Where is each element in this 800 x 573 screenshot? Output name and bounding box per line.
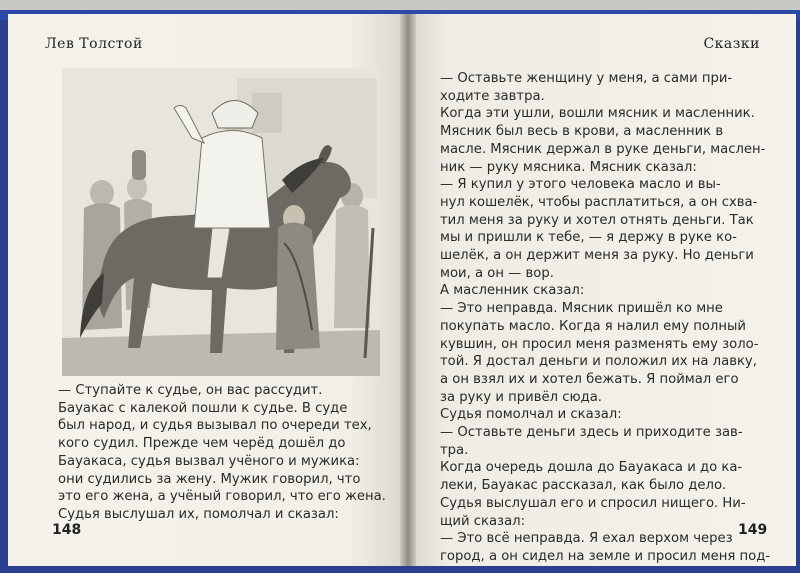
- text-line: покупать масло. Когда я налил ему полный: [440, 318, 746, 334]
- text-line: кувшин, он просил меня разменять ему золо-: [440, 336, 759, 352]
- text-line: — Ступайте к судье, он вас рассудит.: [58, 383, 323, 398]
- book-gutter: [400, 14, 416, 566]
- text-line: ходите завтра.: [440, 88, 545, 104]
- running-header-section: Сказки: [703, 36, 760, 52]
- text-line: — Оставьте женщину у меня, а сами при-: [440, 71, 733, 86]
- text-line: — Я купил у этого человека масло и вы-: [440, 177, 721, 193]
- text-line: был народ, и судья вызывал по очереди тех,: [58, 418, 372, 434]
- text-line: за руку и привёл сюда.: [440, 389, 602, 405]
- left-page-text: [58, 382, 388, 524]
- text-line: — Это неправда. Мясник пришёл ко мне: [440, 301, 723, 317]
- text-line: мои, а он — вор.: [440, 265, 554, 281]
- page-number-right: 149: [738, 522, 768, 538]
- text-line: шелёк, а он держит меня за руку. Но деньги: [440, 248, 754, 264]
- text-line: Бауакаса, судья вызвал учёного и мужика:: [58, 453, 360, 469]
- running-header-author: Лев Толстой: [45, 36, 143, 52]
- text-line: нул кошелёк, чтобы расплатиться, а он схва-: [440, 194, 758, 210]
- text-line: ник — руку мясника. Мясник сказал:: [440, 159, 697, 175]
- text-line: город, а он сидел на земле и просил меня под-: [440, 548, 771, 564]
- text-line: Когда очередь дошла до Бауакаса и до ка-: [440, 460, 743, 476]
- text-line: Судья помолчал и сказал:: [440, 407, 622, 423]
- text-line: Судья выслушал их, помолчал и сказал:: [58, 506, 339, 522]
- text-line: Судья выслушал его и спросил нищего. Ни-: [440, 495, 746, 511]
- text-line: щий сказал:: [440, 513, 526, 529]
- text-line: Бауакас с калекой пошли к судье. В суде: [58, 400, 348, 416]
- text-line: мы и пришли к тебе, — я держу в руке ко-: [440, 230, 737, 246]
- text-line: а он взял их и хотел бежать. Я поймал его: [440, 371, 739, 387]
- text-line: тра.: [440, 442, 469, 458]
- text-line: леки, Бауакас рассказал, как было дело.: [440, 478, 727, 494]
- text-line: Когда эти ушли, вошли мясник и масленник.: [440, 106, 755, 122]
- illustration-rider-on-horse: [62, 68, 380, 376]
- text-line: тил меня за руку и хотел отнять деньги. Так: [440, 212, 754, 228]
- text-line: масле. Мясник держал в руке деньги, маслен-: [440, 141, 766, 157]
- text-line: той. Я достал деньги и положил их на лавку,: [440, 354, 757, 370]
- text-line: Мясник был весь в крови, а масленник в: [440, 124, 724, 140]
- text-line: кого судил. Прежде чем черёд дошёл до: [58, 436, 346, 452]
- text-line: А масленник сказал:: [440, 283, 585, 299]
- text-line: — Оставьте деньги здесь и приходите зав-: [440, 425, 743, 441]
- text-line: это его жена, а учёный говорил, что его жена.: [58, 489, 386, 505]
- text-line: — Это всё неправда. Я ехал верхом через: [440, 531, 733, 547]
- page-number-left: 148: [52, 522, 82, 538]
- right-page-text: [440, 70, 771, 566]
- text-line: они судились за жену. Мужик говорил, что: [58, 471, 361, 487]
